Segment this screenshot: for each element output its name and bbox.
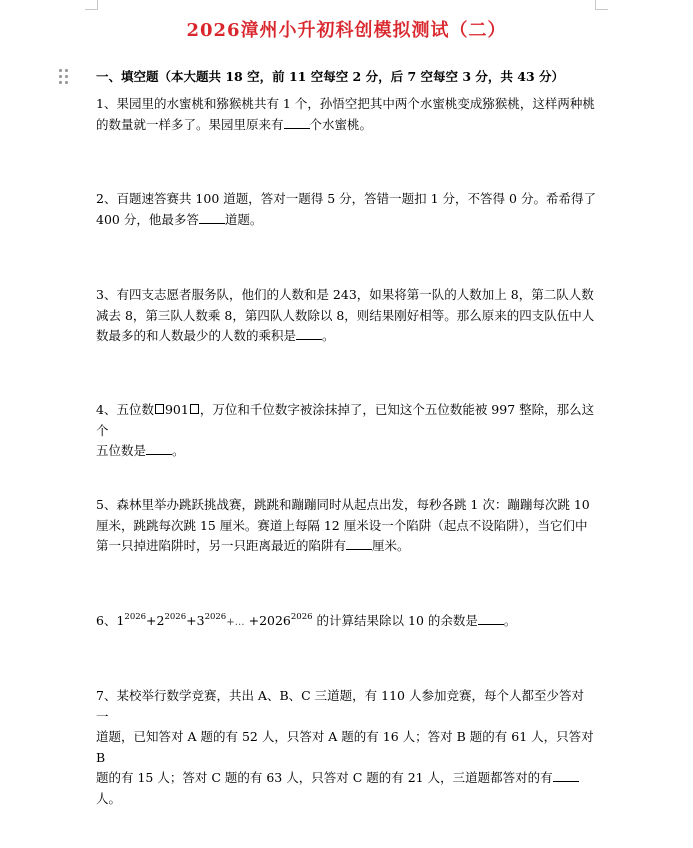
q5-line-2: 厘米，跳跳每次跳 15 厘米。赛道上每隔 12 厘米设一个陷阱（起点不设陷阱），当它们中 (96, 517, 588, 533)
section-heading: 一、填空题（本大题共 18 空，前 11 空每空 2 分，后 7 空每空 3 分，共 43 分） (96, 69, 565, 84)
q2-line-2: 400 分，他最多答 道题。 (96, 211, 263, 227)
answer-blank[interactable] (284, 115, 310, 129)
crop-mark-top-right-h (595, 9, 608, 10)
q3-line-3: 数最多的和人数最少的人数的乘积是 。 (96, 328, 335, 343)
smudged-digit-box (155, 404, 164, 414)
q3-line-1: 3、有四支志愿者服务队，他们的人数和是 243，如果将第一队的人数加上 8，第二队人数 (96, 287, 594, 302)
question-1 (96, 94, 596, 135)
q1-line-2: 的数量就一样多了。果园里原来有 个水蜜桃。 (96, 116, 373, 132)
crop-mark-top-left (97, 0, 98, 9)
q6-line-1: 6、$1^{2026}+2^{2026}+3^{2026}+\dots +2026^{2026}$ 的计算结果除以 10 的余数是 。 (96, 612, 517, 628)
answer-blank[interactable] (553, 768, 579, 782)
answer-blank[interactable] (296, 326, 322, 340)
question-2 (96, 189, 596, 230)
answer-blank[interactable] (199, 210, 225, 224)
question-5 (96, 495, 596, 557)
q3-line-2: 减去 8，第三队人数乘 8，第四队人数除以 8，则结果刚好相等。那么原来的四支队伍中人 (96, 307, 595, 323)
question-3 (96, 285, 596, 347)
answer-blank[interactable] (346, 536, 372, 550)
q4-line-2: 五位数是 。 (96, 443, 185, 458)
q2-line-1: 2、百题速答赛共 100 道题，答对一题得 5 分，答错一题扣 1 分，不答得 0 分。希希得了 (96, 191, 596, 206)
question-4 (96, 400, 596, 462)
question-7 (96, 686, 596, 809)
q5-line-3: 第一只掉进陷阱时，另一只距离最近的陷阱有 厘米。 (96, 538, 410, 553)
smudged-digit-box (190, 404, 199, 414)
page-title: 2026漳州小升初科创模拟测试（二） (186, 20, 507, 41)
crop-mark-top-left-h (85, 9, 98, 10)
drag-handle-icon[interactable] (57, 67, 71, 85)
crop-mark-top-right (595, 0, 596, 9)
q7-line-2: 道题，已知答对 A 题的有 52 人，只答对 A 题的有 16 人；答对 B 题的有 61 人，只答对 B (96, 729, 594, 765)
q7-line-3: 题的有 15 人；答对 C 题的有 63 人，只答对 C 题的有 21 人，三道题都答对的有人。 (96, 768, 596, 809)
answer-blank[interactable] (478, 611, 504, 625)
question-6 (96, 611, 596, 634)
q5-line-1: 5、森林里举办跳跃挑战赛，跳跳和蹦蹦同时从起点出发，每秒各跳 1 次：蹦蹦每次跳 10 (96, 497, 590, 512)
answer-blank[interactable] (146, 441, 172, 455)
q7-line-1: 7、某校举行数学竞赛，共出 A、B、C 三道题，有 110 人参加竞赛，每个人都至少答对一 (96, 688, 584, 724)
q1-line-1: 1、果园里的水蜜桃和猕猴桃共有 1 个，孙悟空把其中两个水蜜桃变成猕猴桃，这样两种桃 (96, 96, 595, 111)
q4-line-1: 4、五位数 901 ，万位和千位数字被涂抹掉了，已知这个五位数能被 997 整除，那么这个 (96, 402, 595, 438)
